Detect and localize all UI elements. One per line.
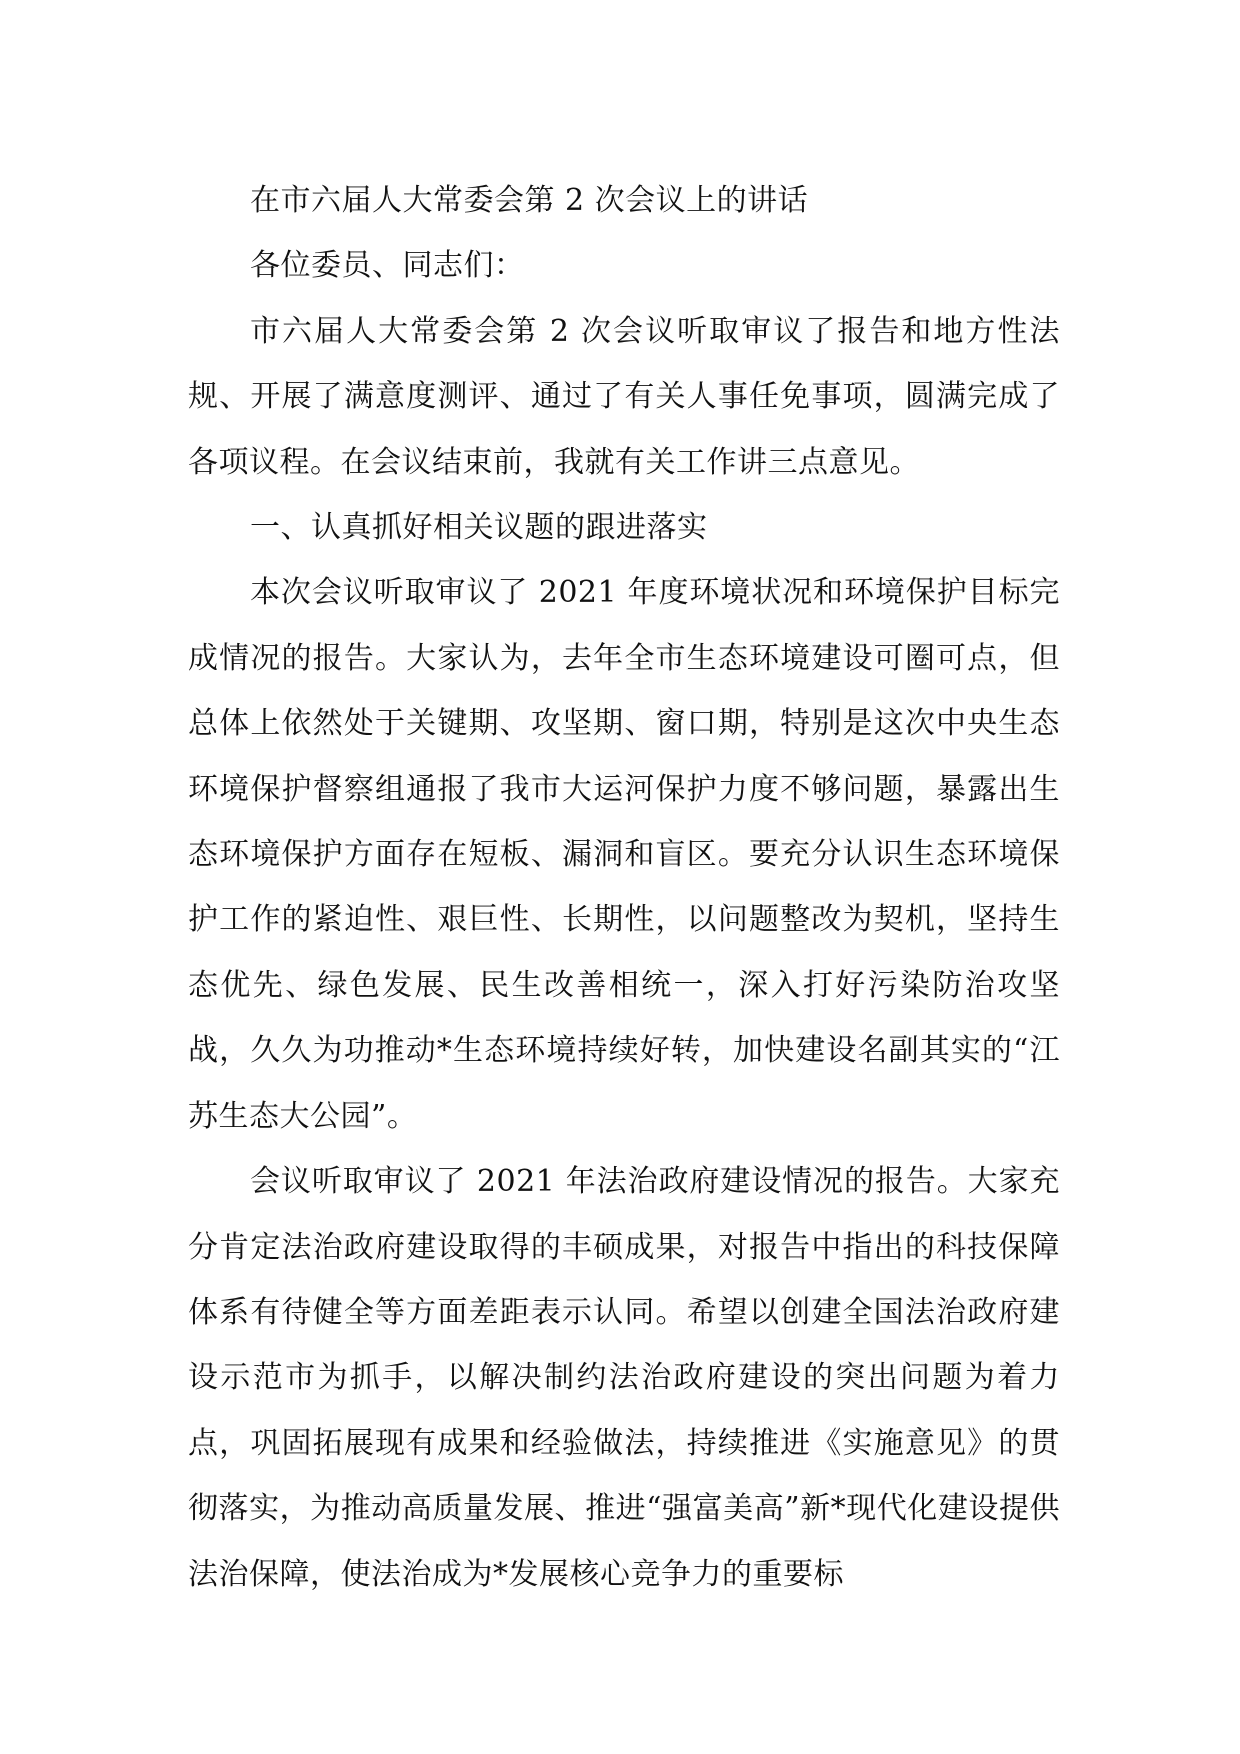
document-title: 在市六届人大常委会第 2 次会议上的讲话 (250, 183, 809, 218)
section-heading-1: 一、认真抓好相关议题的跟进落实 (250, 510, 708, 546)
document-body (188, 168, 1060, 1607)
paragraph-environment: 本次会议听取审议了 2021 年度环境状况和环境保护目标完成情况的报告。大家认为，去年全市生态环境建设可圈可点，但总体上依然处于关键期、攻坚期、窗口期，特别是这次中央生态环境保护督察组通报了我市大运河保护力度不够问题，暴露出生态环境保护方面存在短板、漏洞和盲区。要充分认识生态环境保护工作的紧迫性、艰巨性、长期性，以问题整改为契机，坚持生态优先、绿色发展、民生改善相统一，深入打好污染防治攻坚战，久久为功推动*生态环境持续好转，加快建设名副其实的“江苏生态大公园”。 (188, 575, 1060, 1134)
paragraph-intro: 市六届人大常委会第 2 次会议听取审议了报告和地方性法规、开展了满意度测评、通过了有关人事任免事项，圆满完成了各项议程。在会议结束前，我就有关工作讲三点意见。 (188, 313, 1060, 480)
paragraph-rule-of-law: 会议听取审议了 2021 年法治政府建设情况的报告。大家充分肯定法治政府建设取得的丰硕成果，对报告中指出的科技保障体系有待健全等方面差距表示认同。希望以创建全国法治政府建设示范市为抓手，以解决制约法治政府建设的突出问题为着力点，巩固拓展现有成果和经验做法，持续推进《实施意见》的贯彻落实，为推动高质量发展、推进“强富美高”新*现代化建设提供法治保障，使法治成为*发展核心竞争力的重要标 (188, 1164, 1060, 1592)
salutation: 各位委员、同志们： (250, 248, 525, 284)
